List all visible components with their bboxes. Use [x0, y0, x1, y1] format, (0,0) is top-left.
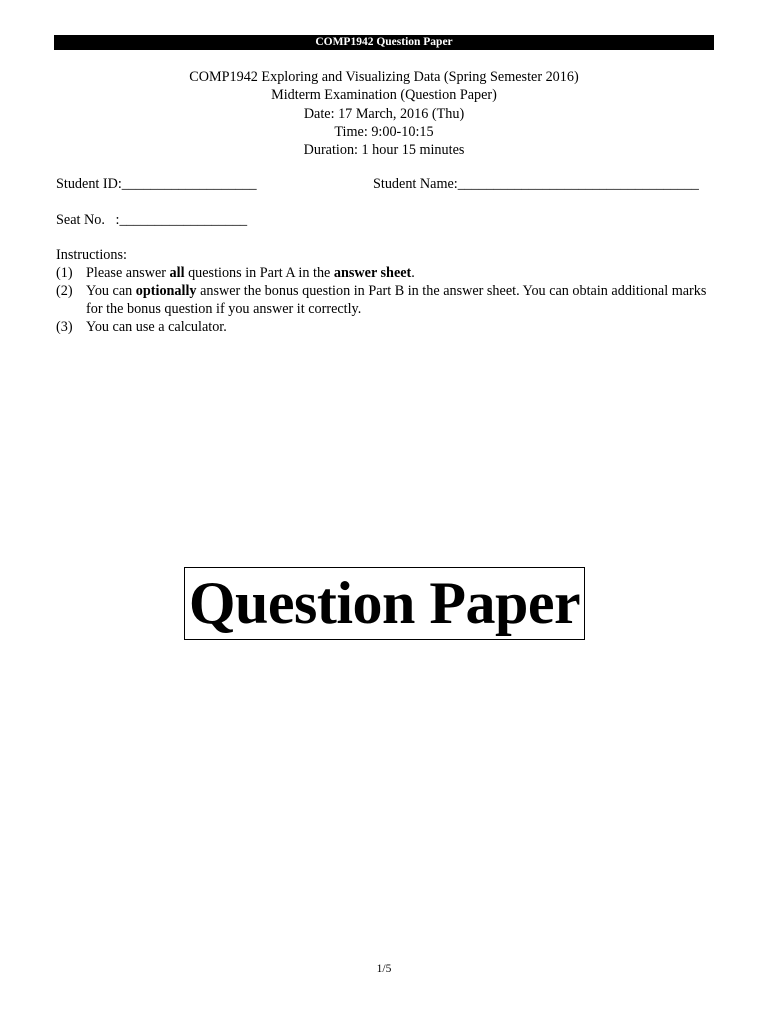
instruction-item	[56, 318, 718, 336]
instruction-item	[56, 264, 718, 282]
instruction-emphasis: all	[169, 265, 185, 281]
instruction-item	[56, 282, 718, 318]
instructions-heading: Instructions:	[56, 247, 127, 263]
course-title: COMP1942 Exploring and Visualizing Data (Spring Semester 2016)	[189, 69, 579, 85]
instructions	[56, 246, 718, 336]
page-number: 1/5	[376, 963, 392, 975]
instruction-emphasis: answer sheet	[333, 265, 412, 281]
instruction-text-part: Please answer	[86, 265, 170, 281]
header-title: COMP1942 Question Paper	[315, 36, 453, 48]
exam-date: Date: 17 March, 2016 (Thu)	[303, 105, 465, 122]
instruction-text-part: You can use a calculator.	[86, 319, 227, 335]
header-bar	[54, 35, 714, 50]
student-id-field: Student ID:___________________	[56, 176, 257, 192]
seat-no-field: Seat No. :__________________	[56, 212, 248, 228]
student-name-field: Student Name:__________________________________	[373, 176, 699, 192]
instruction-text-part: .	[411, 265, 415, 281]
exam-time: Time: 9:00-10:15	[334, 123, 434, 140]
instruction-emphasis: optionally	[135, 283, 197, 299]
instruction-text-part: answer the bonus question in Part B in the answer sheet. You can obtain additional marks for the bonus question if you answer it correctly.	[86, 283, 707, 317]
instruction-number: (1)	[56, 265, 73, 281]
instruction-number: (2)	[56, 283, 73, 299]
exam-info	[0, 68, 768, 159]
banner-title: Question Paper	[188, 570, 581, 636]
instruction-text-part: questions in Part A in the	[184, 265, 334, 281]
exam-name: Midterm Examination (Question Paper)	[271, 87, 497, 104]
instruction-number: (3)	[56, 319, 73, 335]
instruction-text	[86, 282, 718, 318]
instruction-text-part: You can	[86, 283, 136, 299]
exam-duration: Duration: 1 hour 15 minutes	[303, 142, 465, 159]
instruction-text	[86, 318, 718, 336]
instruction-text	[86, 264, 718, 282]
question-paper-banner	[184, 567, 585, 640]
